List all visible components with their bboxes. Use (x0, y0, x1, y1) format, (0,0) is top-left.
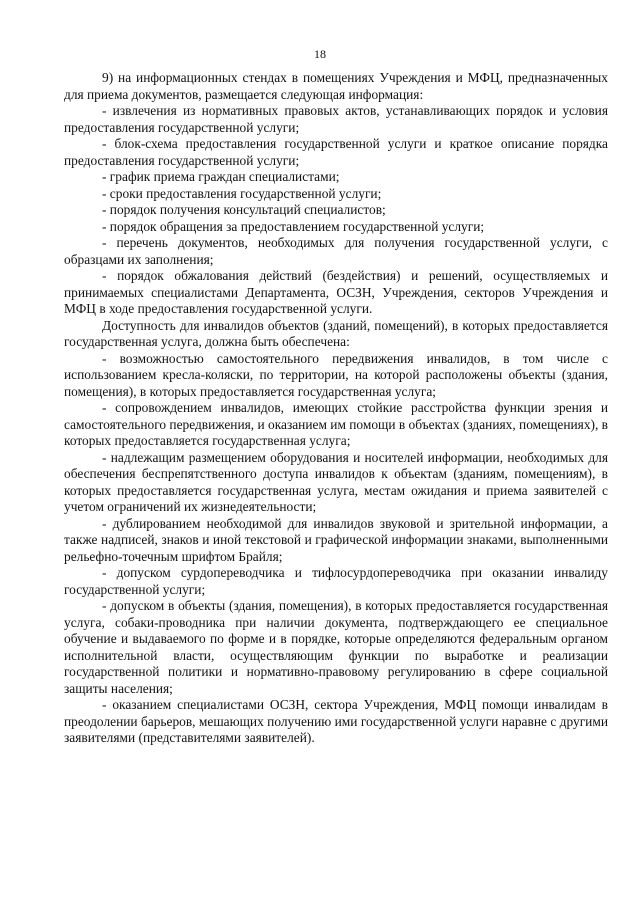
list-item-escort: - сопровождением инвалидов, имеющих стойкие расстройства функции зрения и самостоятельного передвижения, и оказанием им помощи в объектах (зданиях, помещениях), в которых предоставляется государственная услуга; (64, 400, 608, 448)
list-item-flowchart: - блок-схема предоставления государственной услуги и краткое описание порядка предоставления государственной услуги; (64, 136, 608, 168)
list-item-legal-extracts: - извлечения из нормативных правовых актов, устанавливающих порядок и условия предоставления государственной услуги; (64, 103, 608, 135)
document-body (64, 70, 608, 747)
list-item-appeal-procedure: - порядок обжалования действий (бездействия) и решений, осуществляемых и принимаемых специалистами Департамента, ОСЗН, Учреждения, секторов Учреждения и МФЦ в ходе предоставления государственной услуги. (64, 268, 608, 316)
list-item-barrier-assistance: - оказанием специалистами ОСЗН, сектора Учреждения, МФЦ помощи инвалидам в преодолении барьеров, мешающих получению ими государственной услуги наравне с другими заявителями (представителями заявителей). (64, 697, 608, 745)
paragraph-info-stands-intro: 9) на информационных стендах в помещениях Учреждения и МФЦ, предназначенных для приема документов, размещается следующая информация: (64, 70, 608, 102)
list-item-independent-movement: - возможностью самостоятельного передвижения инвалидов, в том числе с использованием кресла-коляски, по территории, на которой расположены объекты (здания, помещения), в которых предоставляется государственная услуга; (64, 350, 608, 399)
list-item-documents-list: - перечень документов, необходимых для получения государственной услуги, с образцами их заполнения; (64, 235, 608, 267)
list-item-service-terms: - сроки предоставления государственной услуги; (102, 185, 382, 201)
page-number: 18 (314, 47, 326, 61)
list-item-braille-duplication: - дублированием необходимой для инвалидов звуковой и зрительной информации, а также надписей, знаков и иной текстовой и графической информации знаками, выполненными рельефно-точечным шрифтом Брайля; (64, 515, 608, 564)
list-item-guide-dog: - допуском в объекты (здания, помещения), в которых предоставляется государственная услуга, собаки-проводника при наличии документа, подтверждающего ее специальное обучение и выдаваемого по форме и в порядке, которые определяются федеральным органом исполнительной власти, осуществляющим функции по выработке и реализации государственной политики и нормативно-правовому регулированию в сфере социальной защиты населения; (64, 598, 608, 696)
list-item-equipment-placement: - надлежащим размещением оборудования и носителей информации, необходимых для обеспечения беспрепятственного доступа инвалидов к объектам (зданиям, помещениям), в которых предоставляется государственная услуга, местам ожидания и приема заявителей с учетом ограничений их жизнедеятельности; (64, 449, 608, 514)
paragraph-accessibility-intro: Доступность для инвалидов объектов (зданий, помещений), в которых предоставляется государственная услуга, должна быть обеспечена: (64, 317, 608, 349)
list-item-sign-interpreter: - допуском сурдопереводчика и тифлосурдопереводчика при оказании инвалиду государственной услуги; (64, 565, 608, 597)
list-item-consultation-procedure: - порядок получения консультаций специалистов; (102, 202, 386, 217)
list-item-reception-schedule: - график приема граждан специалистами; (102, 169, 340, 184)
list-item-application-procedure: - порядок обращения за предоставлением государственной услуги; (102, 218, 485, 234)
